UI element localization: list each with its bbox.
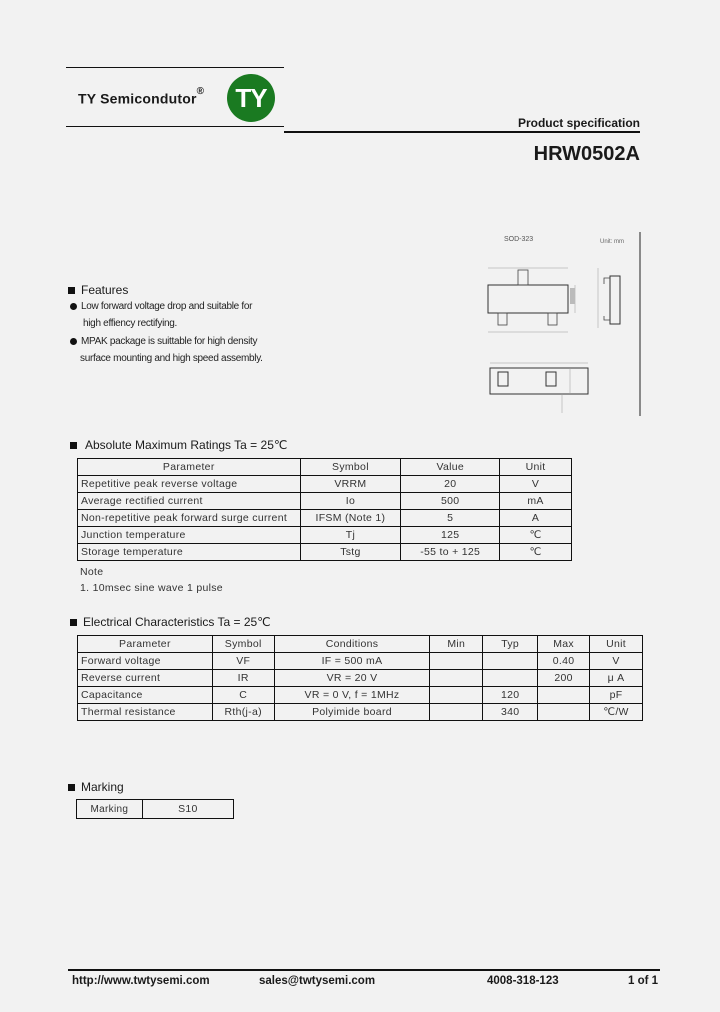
value-cell: 5 [401,510,500,527]
typ-cell: 120 [483,687,538,704]
header-cell: Min [430,636,483,653]
footer-rule [68,969,660,971]
bullet-square-icon [68,784,75,791]
symbol-cell: Tstg [300,544,401,561]
table-row [78,476,572,493]
table-row [78,670,643,687]
max-cell: 0.40 [538,653,590,670]
table-row [78,527,572,544]
parameter-cell: Junction temperature [78,527,301,544]
electrical-table [77,635,643,721]
table-header-row [78,459,572,476]
header-main-rule [284,131,640,133]
marking-table [76,799,234,819]
unit-cell: V [500,476,572,493]
electrical-heading: Electrical Characteristics Ta = 25℃ [70,615,271,629]
package-body-side-view [610,276,620,324]
abs-max-heading: Absolute Maximum Ratings Ta = 25℃ [70,438,287,452]
symbol-cell: IFSM (Note 1) [300,510,401,527]
registered-mark: ® [196,86,205,97]
symbol-cell: Io [300,493,401,510]
parameter-cell: Repetitive peak reverse voltage [78,476,301,493]
header-cell: Symbol [300,459,401,476]
table-row [78,544,572,561]
footer-email-link[interactable]: sales@twtysemi.com [259,975,376,987]
typ-cell [483,670,538,687]
bullet-square-icon [70,442,77,449]
header-top-rule [66,67,284,68]
unit-cell: ℃ [500,527,572,544]
symbol-cell: IR [212,670,274,687]
value-cell: 125 [401,527,500,544]
table-row [78,653,643,670]
unit-cell: ℃ [500,544,572,561]
header-cell: Conditions [274,636,430,653]
parameter-cell: Capacitance [78,687,213,704]
symbol-cell: C [212,687,274,704]
parameter-cell: Non-repetitive peak forward surge current [78,510,301,527]
package-outline-diagram [470,228,650,418]
min-cell [430,687,483,704]
features-heading: Features [68,283,128,297]
unit-cell: mA [500,493,572,510]
header-cell: Max [538,636,590,653]
table-row [78,493,572,510]
marking-heading: Marking [68,780,124,794]
header-cell: Parameter [78,459,301,476]
package-label: SOD-323 [504,236,534,243]
conditions-cell: VR = 20 V [274,670,430,687]
conditions-cell: Polyimide board [274,704,430,721]
header-cell: Unit [500,459,572,476]
unit-label: Unit: mm [600,239,624,245]
company-logo: TY [227,74,275,122]
bullet-dot-icon [70,338,77,345]
max-cell [538,687,590,704]
symbol-cell: VRRM [300,476,401,493]
unit-cell: A [500,510,572,527]
marking-value-cell: S10 [142,800,233,819]
symbol-cell: VF [212,653,274,670]
unit-cell: pF [590,687,643,704]
company-name: TY Semicondutor® [78,86,205,107]
parameter-cell: Forward voltage [78,653,213,670]
part-number: HRW0502A [533,143,640,165]
unit-cell: ℃/W [590,704,643,721]
table-row [77,800,234,819]
typ-cell: 340 [483,704,538,721]
header-cell: Value [401,459,500,476]
footer-phone: 4008-318-123 [487,975,559,987]
marking-label-cell: Marking [77,800,143,819]
footer-page-number: 1 of 1 [628,975,659,987]
unit-cell: μ A [590,670,643,687]
feature-item-1-cont: high effiency rectifying. [83,318,178,329]
abs-max-table [77,458,572,561]
value-cell: -55 to + 125 [401,544,500,561]
table-row [78,687,643,704]
header-cell: Unit [590,636,643,653]
bullet-square-icon [68,287,75,294]
conditions-cell: IF = 500 mA [274,653,430,670]
max-cell [538,704,590,721]
feature-item-2-cont: surface mounting and high speed assembly. [80,353,263,364]
header-left-rule [66,126,284,127]
header-cell: Parameter [78,636,213,653]
min-cell [430,670,483,687]
table-row [78,510,572,527]
parameter-cell: Reverse current [78,670,213,687]
parameter-cell: Average rectified current [78,493,301,510]
bullet-square-icon [70,619,77,626]
symbol-cell: Rth(j-a) [212,704,274,721]
feature-item-1: Low forward voltage drop and suitable for [70,301,252,312]
note-text: 1. 10msec sine wave 1 pulse [80,582,223,594]
conditions-cell: VR = 0 V, f = 1MHz [274,687,430,704]
value-cell: 20 [401,476,500,493]
header-cell: Symbol [212,636,274,653]
bullet-dot-icon [70,303,77,310]
typ-cell [483,653,538,670]
parameter-cell: Thermal resistance [78,704,213,721]
feature-item-2: MPAK package is suittable for high density [70,336,257,347]
footer-website-link[interactable]: http://www.twtysemi.com [72,975,210,987]
min-cell [430,704,483,721]
header-cell: Typ [483,636,538,653]
package-body-top-view [488,285,568,313]
unit-cell: V [590,653,643,670]
document-type: Product specification [517,116,640,130]
symbol-cell: Tj [300,527,401,544]
note-title: Note [80,566,104,578]
table-header-row [78,636,643,653]
parameter-cell: Storage temperature [78,544,301,561]
value-cell: 500 [401,493,500,510]
max-cell: 200 [538,670,590,687]
min-cell [430,653,483,670]
table-row [78,704,643,721]
